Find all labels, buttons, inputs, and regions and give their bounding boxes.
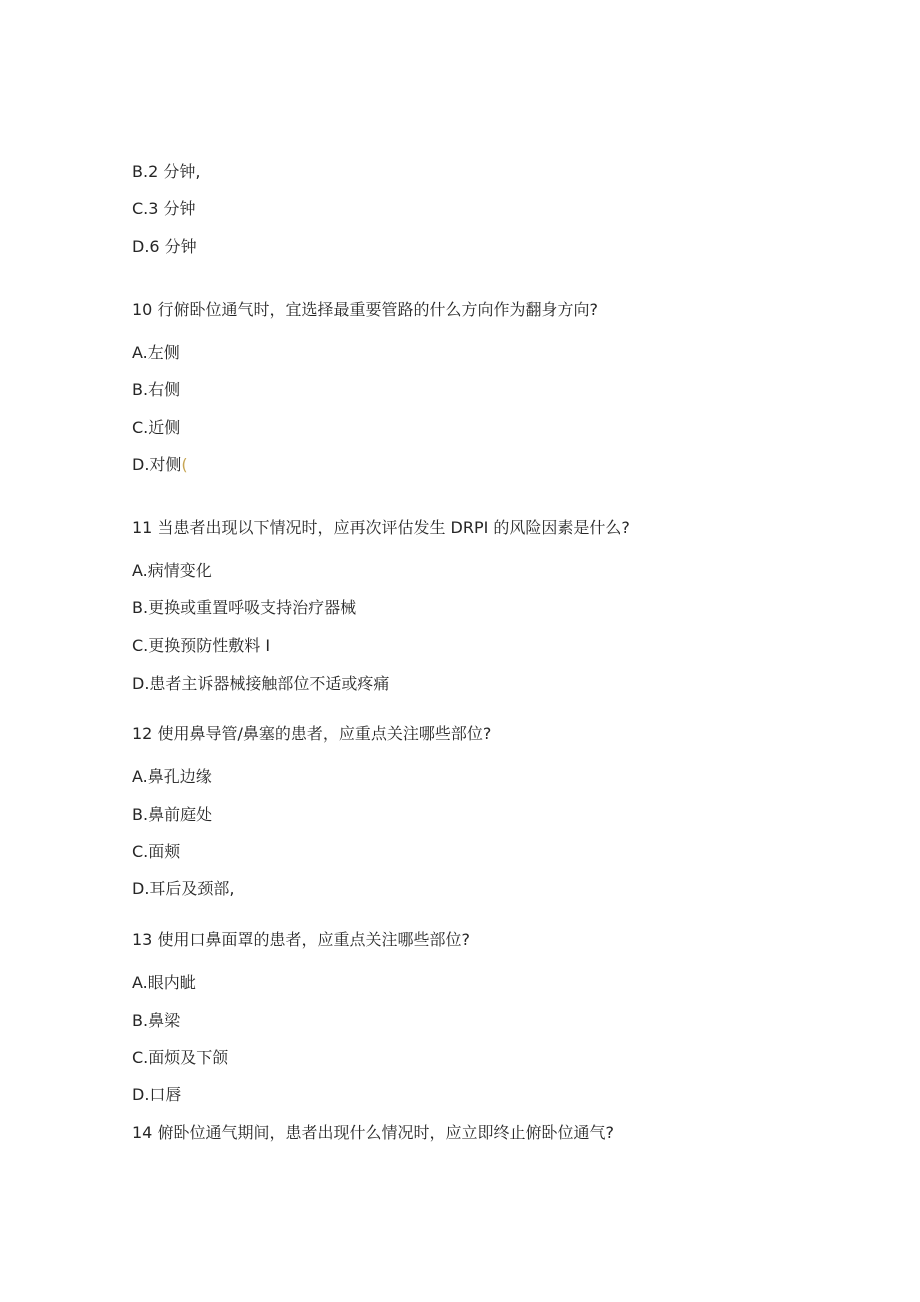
question-14-stem: 14 俯卧位通气期间，患者出现什么情况时，应立即终止俯卧位通气? [132, 1123, 614, 1142]
option-q13-b: B.鼻梁 [132, 1011, 181, 1030]
option-q13-d: D.口唇 [132, 1085, 182, 1104]
question-12-stem: 12 使用鼻导管/鼻塞的患者，应重点关注哪些部位? [132, 724, 492, 743]
option-q10-b: B.右侧 [132, 380, 181, 399]
question-11-stem: 11 当患者出现以下情况时，应再次评估发生 DRPI 的风险因素是什么? [132, 518, 630, 537]
option-q11-b: B.更换或重置呼吸支持治疗器械 [132, 598, 357, 617]
option-q12-d: D.耳后及颈部, [132, 879, 235, 898]
option-q13-c: C.面烦及下颌 [132, 1048, 229, 1067]
option-q9-c: C.3 分钟 [132, 199, 196, 218]
stray-mark: ( [181, 455, 188, 474]
option-q11-d: D.患者主诉器械接触部位不适或疼痛 [132, 674, 390, 693]
option-q10-d-row [132, 455, 188, 475]
option-q9-b: B.2 分钟, [132, 162, 201, 181]
option-q10-a: A.左侧 [132, 343, 180, 362]
option-q12-a: A.鼻孔边缘 [132, 767, 212, 786]
option-q10-d: D.对侧 [132, 455, 182, 474]
option-q9-d: D.6 分钟 [132, 237, 197, 256]
question-10-stem: 10 行俯卧位通气时，宜选择最重要管路的什么方向作为翻身方向? [132, 300, 598, 319]
option-q12-b: B.鼻前庭处 [132, 805, 213, 824]
option-q10-c: C.近侧 [132, 418, 181, 437]
option-q13-a: A.眼内眦 [132, 973, 196, 992]
question-13-stem: 13 使用口鼻面罩的患者，应重点关注哪些部位? [132, 930, 470, 949]
option-q12-c: C.面颊 [132, 842, 181, 861]
option-q11-a: A.病情变化 [132, 561, 212, 580]
option-q11-c: C.更换预防性敷料 I [132, 636, 271, 655]
